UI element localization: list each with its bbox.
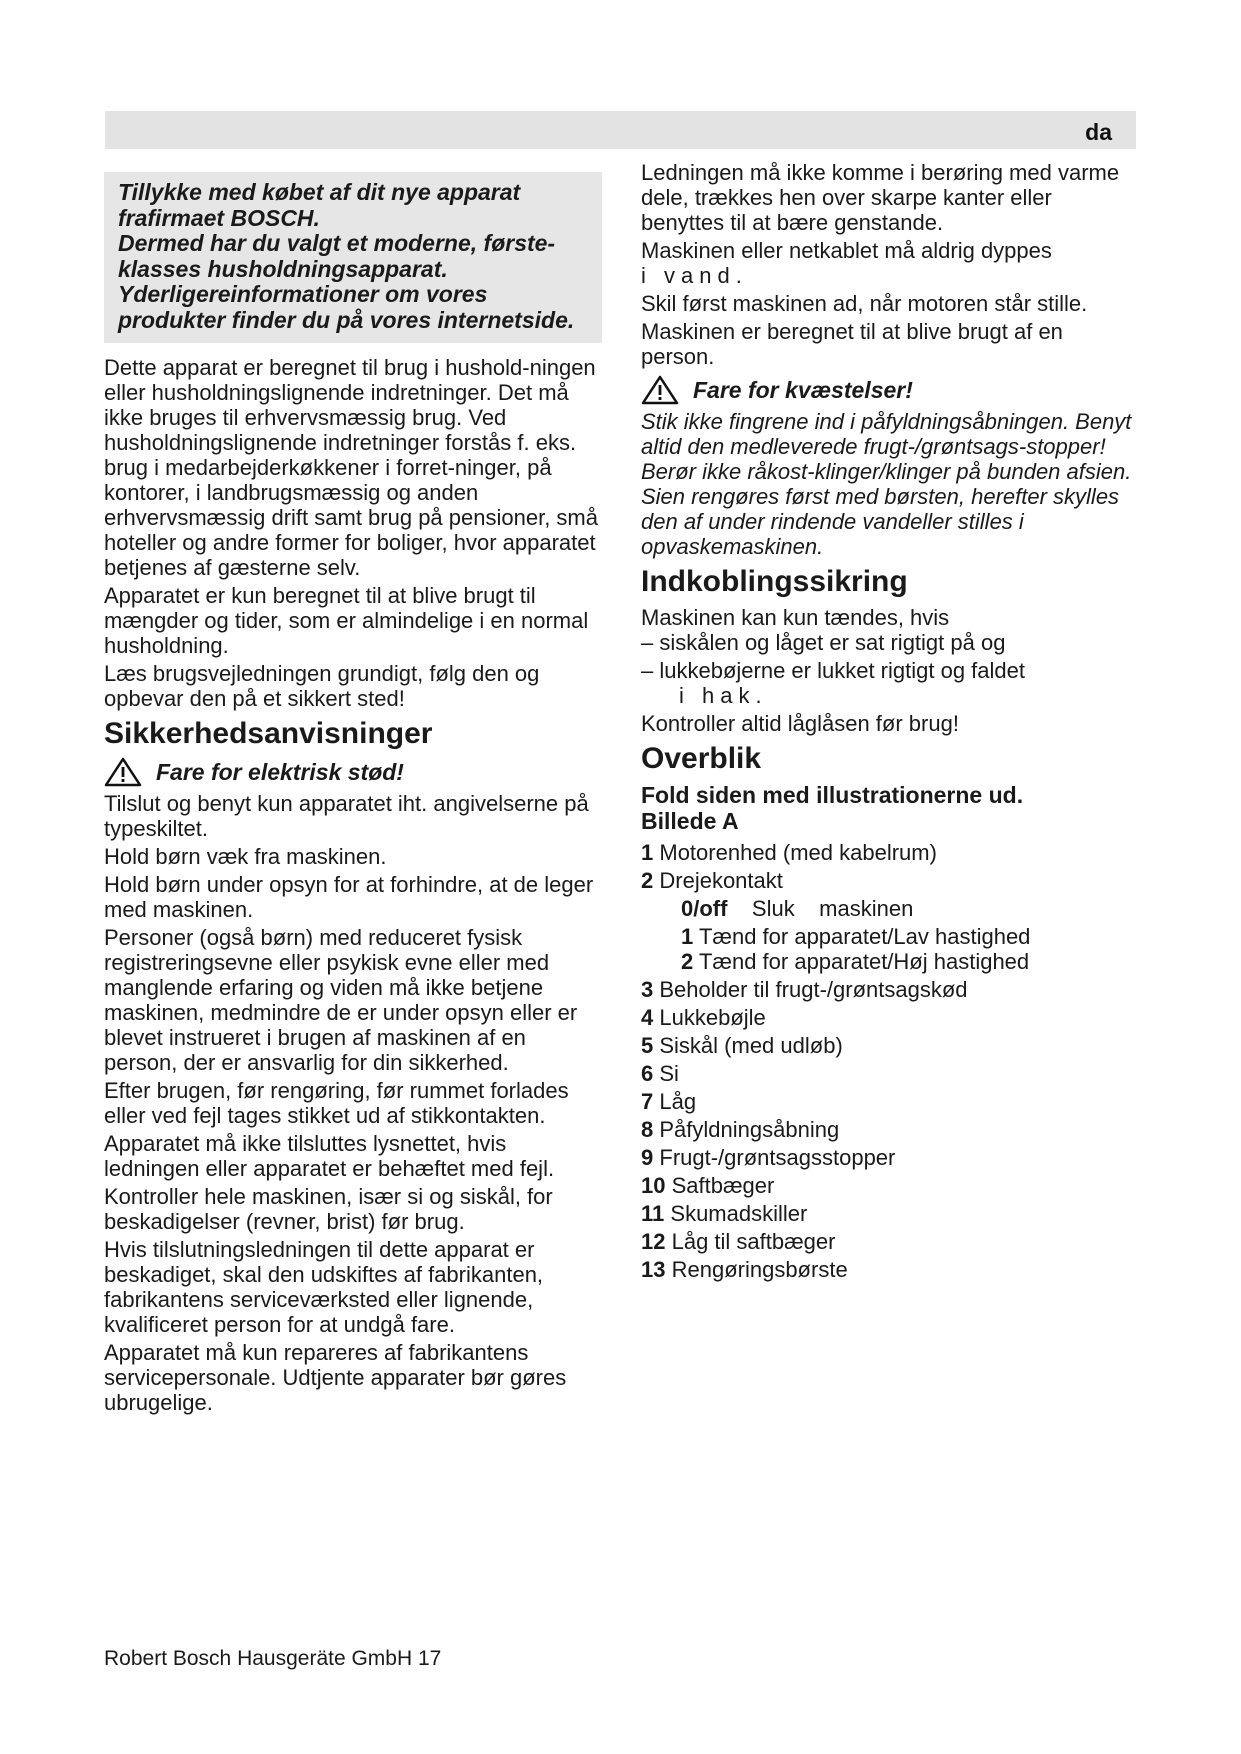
item-text: Påfyldningsåbning [659,1117,840,1142]
list-item [641,1033,1141,1058]
switch-one-line [641,924,1141,949]
intro-line: produkter finder du på vores internetside. [118,306,575,333]
list-item [641,868,1141,893]
list-item [641,1089,1141,1114]
item-number: 11 [641,1201,665,1226]
warning-triangle-icon [104,757,142,787]
switch-one-text: Tænd for apparatet/Lav hastighed [698,924,1031,949]
item-number: 4 [641,1005,654,1030]
header-bar [105,111,1136,149]
item-number: 10 [641,1173,666,1198]
switch-two-number: 2 [681,949,694,974]
quantities-paragraph: Apparatet er kun beregnet til at blive brugt til mængder og tider, som er almindelige i en normal husholdning. [104,583,589,658]
intro-line: Dermed har du valgt et moderne, første- [118,230,556,256]
list-item [641,1061,1141,1086]
item-text: Drejekontakt [659,868,783,893]
language-code: da [1085,119,1112,145]
item-number: 6 [641,1061,654,1086]
intro-box [104,172,602,343]
item-text: Beholder til frugt-/grøntsagskød [659,977,968,1002]
list-item [641,1201,1141,1226]
read-manual-paragraph: Læs brugsvejledningen grundigt, følg den og opbevar den på et sikkert sted! [104,661,540,711]
item-text: Låg til saftbæger [671,1229,836,1254]
safety-paragraph: Efter brugen, før rengøring, før rummet forlades eller ved fejl tages stikket ud af stikkontakten. [104,1078,569,1128]
immerse-paragraph: Maskinen eller netkablet må aldrig dyppes [641,238,1052,263]
item-text: Lukkebøjle [659,1005,766,1030]
switch-off-text: Sluk maskinen [751,896,914,921]
item-number: 7 [641,1089,654,1114]
switch-one-number: 1 [681,924,694,949]
item-number: 8 [641,1117,654,1142]
switch-off-line [641,896,1141,921]
safety-paragraph: Hvis tilslutningsledningen til dette apparat er beskadiget, skal den udskiftes af fabrikanten, fabrikantens serviceværksted eller lignende, kvalificeret person for at undgå fare. [104,1237,544,1337]
list-item [641,1005,1141,1030]
item-number: 3 [641,977,654,1002]
list-item [641,977,1141,1002]
list-item [641,1229,1141,1254]
safety-paragraph: Personer (også børn) med reduceret fysisk registreringsevne eller psykisk evne eller med manglende erfaring og viden må ikke betjene maskinen, medmindre de er under opsyn eller er blevet instrueret i brugen af maskinen af en person, der er ansvarlig for din sikkerhed. [104,925,578,1075]
right-column [641,160,1141,1285]
interlock-item-tail: i hak. [679,683,768,708]
picture-label: Billede A [641,808,739,834]
switch-two-line [641,949,1141,974]
interlock-check: Kontroller altid låglåsen før brug! [641,711,959,736]
switch-two-text: Tænd for apparatet/Høj hastighed [698,949,1030,974]
cord-paragraph: Ledningen må ikke komme i berøring med varme dele, trækkes hen over skarpe kanter eller benyttes til at bære genstande. [641,160,1120,235]
disconnect-paragraph: Skil først maskinen ad, når motoren står stille. [641,291,1088,316]
item-text: Skumadskiller [670,1201,808,1226]
safety-paragraph: Apparatet må ikke tilsluttes lysnettet, hvis ledningen eller apparatet er behæftet med fejl. [104,1131,555,1181]
item-text: Rengøringsbørste [671,1257,848,1282]
list-item [641,840,1141,865]
item-number: 13 [641,1257,666,1282]
interlock-heading: Indkoblingssikring [641,565,908,598]
safety-heading: Sikkerhedsanvisninger [104,717,433,750]
overview-heading: Overblik [641,742,762,775]
item-number: 12 [641,1229,666,1254]
injury-warning-title: Fare for kvæstelser! [693,376,913,403]
injury-paragraph: Stik ikke fingrene ind i påfyldningsåbningen. Benyt altid den medleverede frugt-/grøntsags-stopper! [641,409,1132,459]
interlock-item: – siskålen og låget er sat rigtigt på og [641,630,1006,655]
warning-triangle-icon [641,375,679,405]
item-text: Siskål (med udløb) [659,1033,843,1058]
item-text: Saftbæger [671,1173,775,1198]
item-text: Låg [659,1089,697,1114]
safety-paragraph: Kontroller hele maskinen, især si og siskål, for beskadigelser (revner, brist) før brug. [104,1184,553,1234]
switch-off-label: 0/off [681,896,728,921]
page-footer: Robert Bosch Hausgeräte GmbH 17 [104,1647,442,1670]
list-item [641,1257,1141,1282]
item-text: Si [659,1061,679,1086]
item-text: Motorenhed (med kabelrum) [659,840,937,865]
item-number: 9 [641,1145,654,1170]
interlock-intro: Maskinen kan kun tændes, hvis [641,605,950,630]
interlock-item: – lukkebøjerne er lukket rigtigt og faldet [641,658,1025,683]
immerse-paragraph-tail: i vand. [641,263,748,288]
safety-paragraph: Tilslut og benyt kun apparatet iht. angivelserne på typeskiltet. [104,791,589,841]
one-person-paragraph: Maskinen er beregnet til at blive brugt af en person. [641,319,1063,369]
safety-paragraph: Hold børn væk fra maskinen. [104,844,387,869]
fold-out-instruction: Fold siden med illustrationerne ud. [641,782,1024,808]
item-number: 1 [641,840,654,865]
injury-warning [641,375,1141,405]
electric-warning-title: Fare for elektrisk stød! [156,758,404,785]
intro-line: klasses husholdningsapparat. [118,255,448,282]
item-number: 2 [641,868,654,893]
list-item [641,1145,1141,1170]
injury-paragraph: Berør ikke råkost-klinger/klinger på bunden afsien. Sien rengøres først med børsten, herefter skylles den af under rindende vandeller stilles i opvaskemaskinen. [641,459,1132,559]
safety-paragraph: Hold børn under opsyn for at forhindre, at de leger med maskinen. [104,872,594,922]
intro-line: Yderligereinformationer om vores [118,281,488,307]
intended-use-paragraph: Dette apparat er beregnet til brug i hushold-ningen eller husholdningslignende indretninger. Det må ikke bruges til erhvervsmæssig brug. Ved husholdningslignende indretninger forstås f. eks. brug i medarbejderkøkkener i forret-ninger, på kontorer, i landbrugsmæssig og anden erhvervsmæssig drift samt brug på pensioner, små hoteller og andre former for boliger, hvor apparatet betjenes af gæsterne selv. [104,355,598,580]
item-number: 5 [641,1033,654,1058]
list-item [641,1117,1141,1142]
list-item [641,1173,1141,1198]
safety-paragraph: Apparatet må kun repareres af fabrikantens servicepersonale. Udtjente apparater bør gøres ubrugelige. [104,1340,567,1415]
intro-line: frafirmaet BOSCH. [118,204,320,231]
left-column [104,172,602,1418]
intro-line: Tillykke med købet af dit nye apparat [118,179,521,205]
item-text: Frugt-/grøntsagsstopper [659,1145,896,1170]
electric-warning [104,757,602,787]
